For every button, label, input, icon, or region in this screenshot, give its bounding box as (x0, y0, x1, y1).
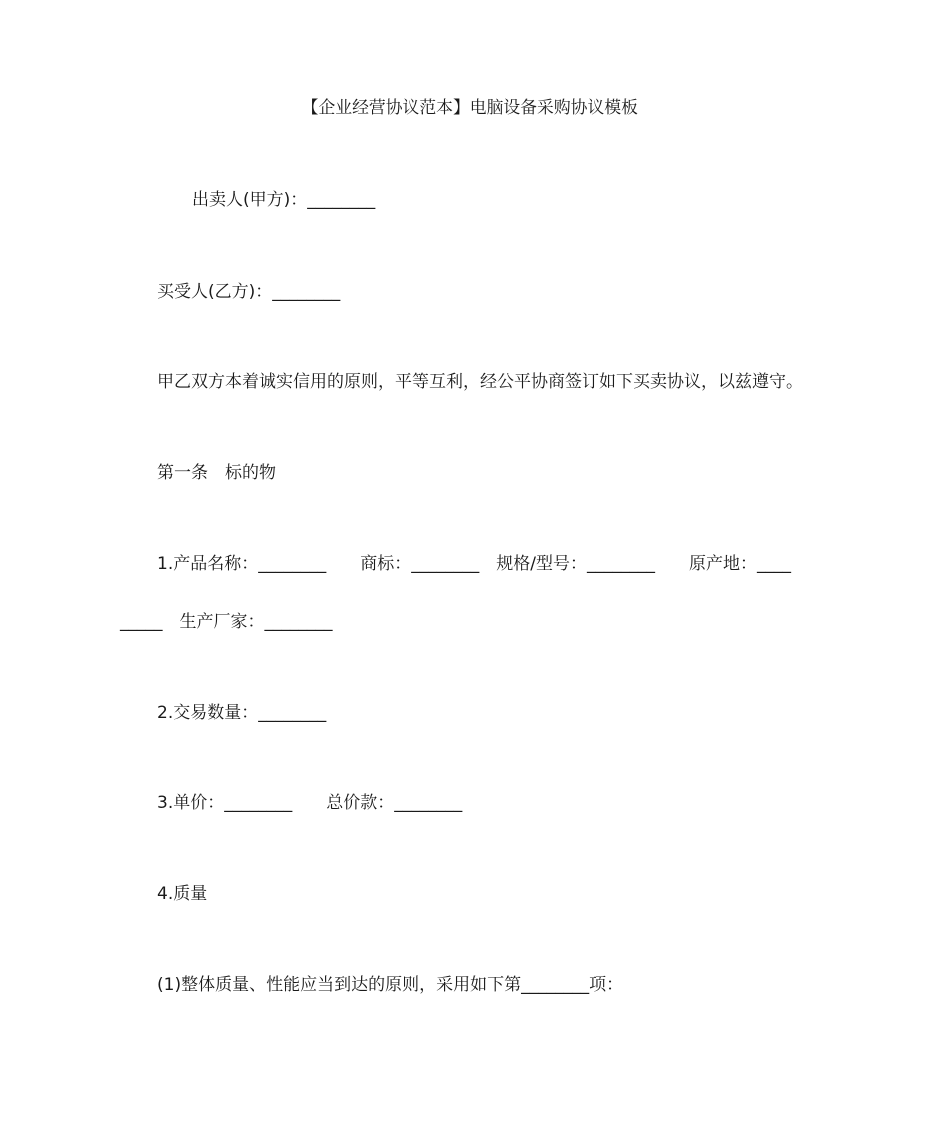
item-4-heading: 4.质量 (157, 884, 208, 904)
seller-line: 出卖人(甲方)：________ (192, 190, 376, 210)
item-1-line-2: _____ 生产厂家：________ (120, 612, 333, 632)
preamble-paragraph: 甲乙双方本着诚实信用的原则，平等互利，经公平协商签订如下买卖协议，以兹遵守。 (157, 372, 803, 392)
item-4-sub-1: (1)整体质量、性能应当到达的原则，采用如下第________项： (157, 975, 624, 995)
article-1-heading: 第一条 标的物 (157, 463, 276, 483)
item-2-line: 2.交易数量：________ (157, 703, 327, 723)
buyer-line: 买受人(乙方)：________ (157, 282, 341, 302)
document-title: 【企业经营协议范本】电脑设备采购协议模板 (301, 98, 638, 118)
item-1-line-1: 1.产品名称：________ 商标：________ 规格/型号：________ 原产地：____ (157, 554, 791, 574)
item-3-line: 3.单价：________ 总价款：________ (157, 793, 463, 813)
